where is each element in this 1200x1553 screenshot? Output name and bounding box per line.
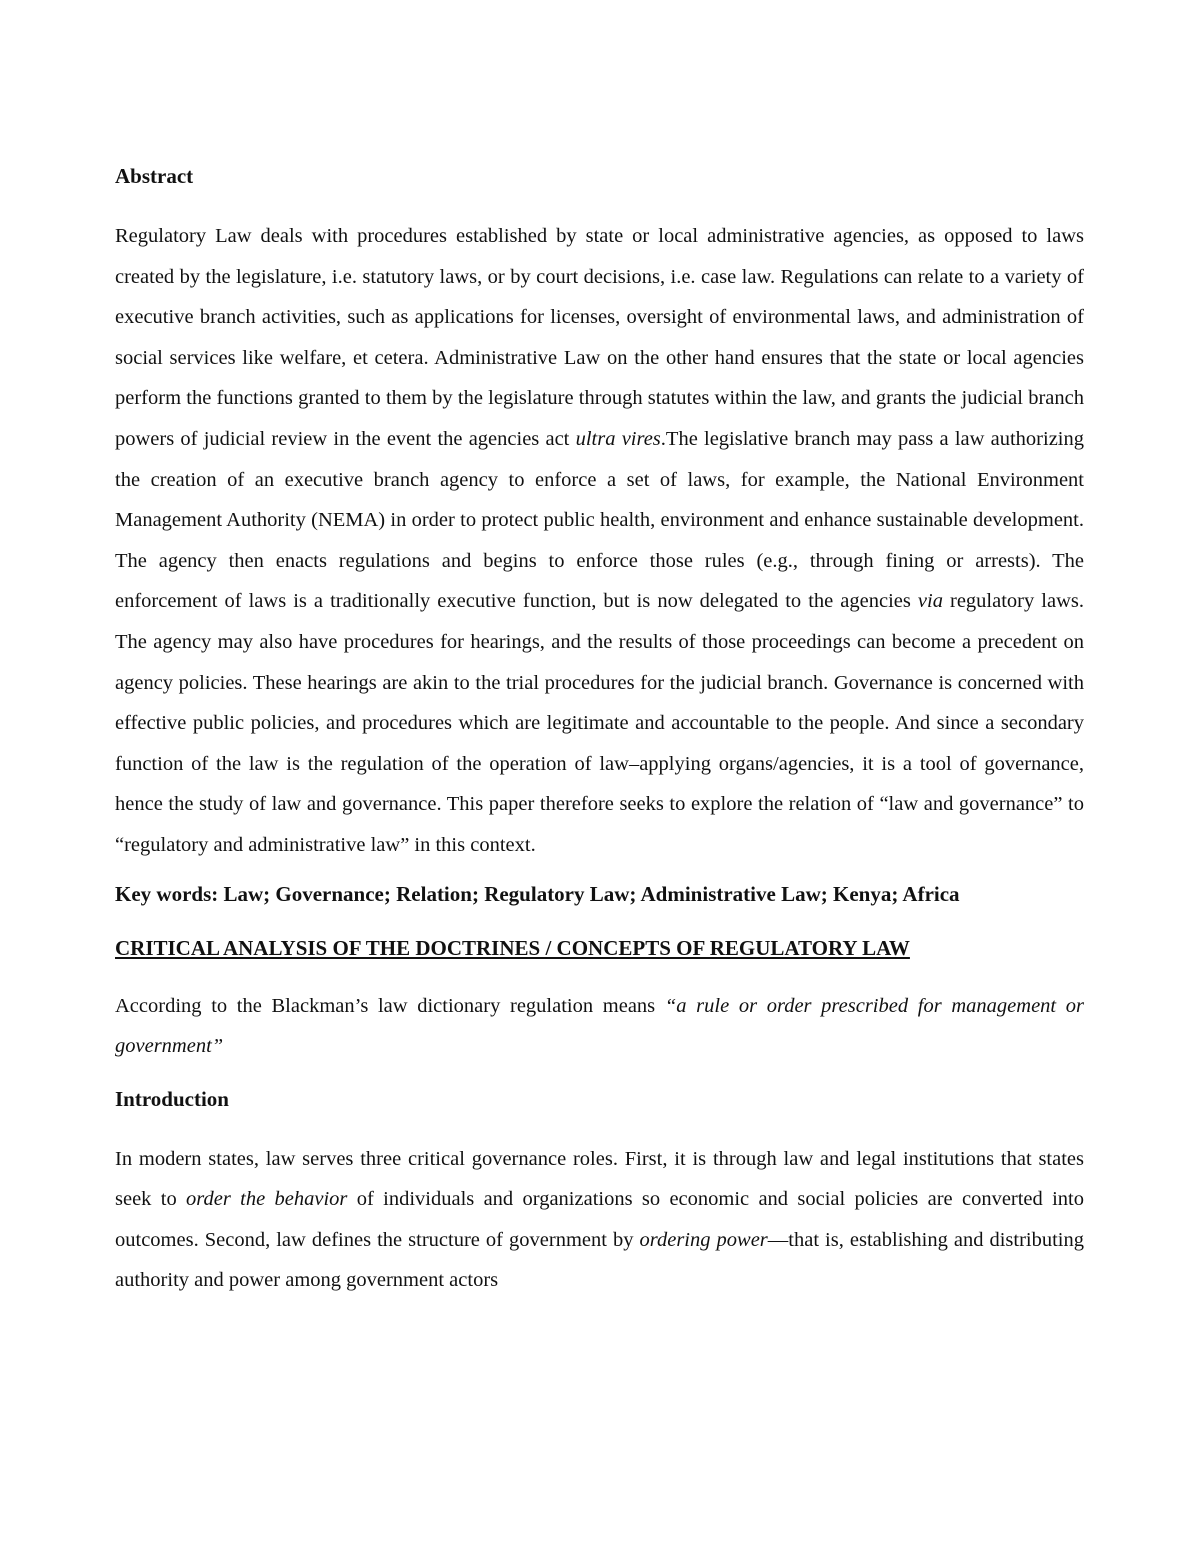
intro-text-1: In modern states, law serves three critical governance roles. First, it is through law and legal institutions that states seek to <box>115 1147 1084 1211</box>
introduction-heading: Introduction <box>115 1086 229 1111</box>
intro-italic-order-behavior: order the behavior <box>186 1188 348 1211</box>
document-page <box>115 162 1084 1315</box>
section-title: CRITICAL ANALYSIS OF THE DOCTRINES / CONCEPTS OF REGULATORY LAW <box>115 935 910 960</box>
intro-text-3: —that is, establishing and distributing authority and power among government actors <box>115 1228 1085 1292</box>
abstract-heading: Abstract <box>115 164 194 188</box>
definition-intro: According to the Blackman’s law dictionary regulation means <box>115 994 665 1017</box>
abstract-text-1: Regulatory Law deals with procedures established by state or local administrative agencies, as opposed to laws created by the legislature, i.e. statutory laws, or by court decisions, i.e. case law. Regulations can relate to a variety of executive branch activities, such as applications for licenses, oversight of environmental laws, and administration of social services like welfare, et cetera. Administrative Law on the other hand ensures that the state or local agencies perform the functions granted to them by the legislature through statutes within the law, and grants the judicial branch powers of judicial review in the event the agencies act <box>115 225 1084 450</box>
abstract-text-2: .The legislative branch may pass a law authorizing the creation of an executive branch agency to enforce a set of laws, for example, the National Environment Management Authority (NEMA) in order to protect public health, environment and enhance sustainable development. The agency then enacts regulations and begins to enforce those rules (e.g., through fining or arrests). The enforcement of laws is a traditionally executive function, but is now delegated to the agencies <box>115 427 1084 613</box>
abstract-italic-ultra-vires: ultra vires <box>575 427 661 450</box>
definition-paragraph <box>115 986 1084 1067</box>
definition-quote: “a rule or order prescribed for management or government” <box>115 994 1085 1058</box>
introduction-paragraph <box>115 1139 1084 1301</box>
abstract-italic-via: via <box>917 590 943 613</box>
keywords-line: Key words: Law; Governance; Relation; Regulatory Law; Administrative Law; Kenya; Africa <box>115 881 960 906</box>
abstract-text-3: regulatory laws. The agency may also have procedures for hearings, and the results of those proceedings can become a precedent on agency policies. These hearings are akin to the trial procedures for the judicial branch. Governance is concerned with effective public policies, and procedures which are legitimate and accountable to the people. And since a secondary function of the law is the regulation of the operation of law–applying organs/agencies, it is a tool of governance, hence the study of law and governance. This paper therefore seeks to explore the relation of “law and governance” to “regulatory and administrative law” in this context. <box>115 590 1084 856</box>
intro-italic-ordering-power: ordering power <box>639 1228 768 1251</box>
abstract-paragraph <box>115 216 1084 866</box>
intro-text-2: of individuals and organizations so economic and social policies are converted into outcomes. Second, law defines the structure of government by <box>115 1188 1084 1251</box>
